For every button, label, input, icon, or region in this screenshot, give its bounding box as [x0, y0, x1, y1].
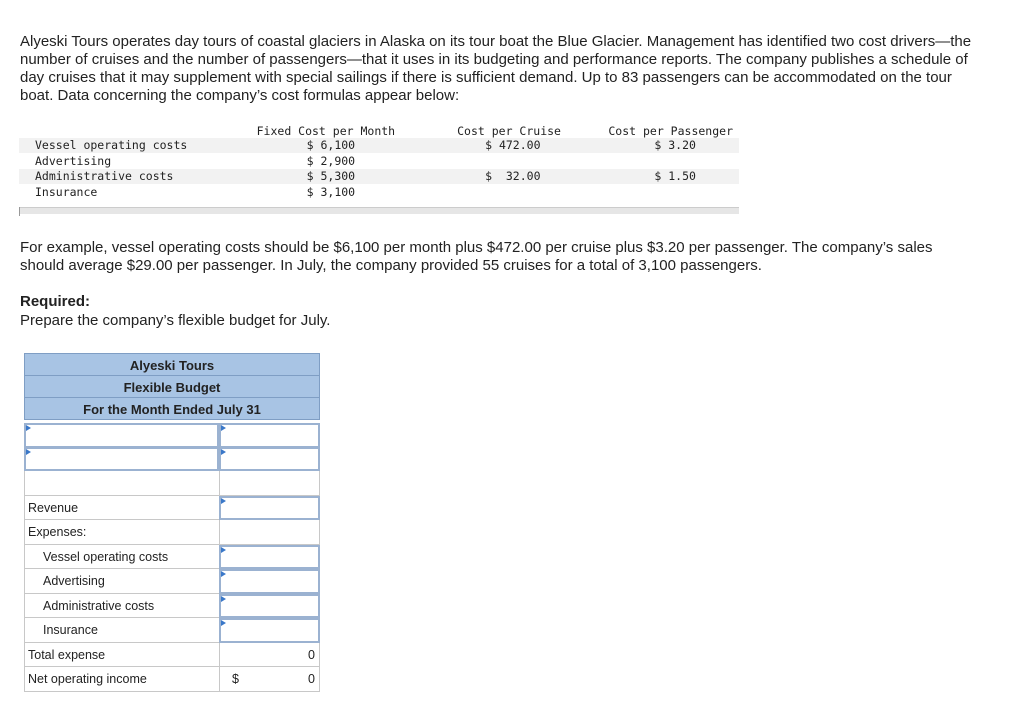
cruise-cost — [451, 153, 602, 169]
insurance-row — [24, 618, 320, 643]
fixed-cost: $ 2,900 — [306, 153, 356, 168]
row-label: Insurance — [35, 184, 98, 199]
column-header-row-2 — [24, 447, 320, 472]
cruise-cost: $ 32.00 — [485, 169, 541, 184]
table-footer-tick — [19, 207, 20, 216]
net-income-value: 0 — [308, 672, 315, 686]
header-fixed: Fixed Cost per Month — [256, 123, 396, 138]
spacer-cell — [24, 471, 219, 496]
advertising-input[interactable] — [219, 569, 320, 594]
passenger-cost — [602, 153, 739, 169]
row-label: Advertising — [35, 153, 112, 168]
required-heading: Required: — [20, 293, 91, 310]
fixed-cost: $ 3,100 — [306, 184, 356, 199]
insurance-input[interactable] — [219, 618, 320, 643]
budget-period: For the Month Ended July 31 — [24, 397, 320, 420]
admin-label: Administrative costs — [24, 594, 219, 619]
net-income-cell — [219, 667, 320, 692]
table-row — [19, 169, 739, 185]
total-expense-label: Total expense — [24, 643, 219, 668]
expenses-row — [24, 520, 320, 545]
example-paragraph: For example, vessel operating costs should be $6,100 per month plus $472.00 per cruise plus $3.20 per passenger. The company’s sales should average $29.00 per passenger. In July, the company provided 55 cruises for a total of 3,100 passengers. — [20, 239, 933, 274]
revenue-row — [24, 496, 320, 521]
intro-paragraph: Alyeski Tours operates day tours of coastal glaciers in Alaska on its tour boat the Blue Glacier. Management has identified two cost drivers—the number of cruises and the number of passengers—that it uses in its budgeting and performance reports. The company publishes a schedule of day cruises that it may supplement with special sailings if there is sufficient demand. Up to 83 passengers can be accommodated on the tour boat. Data concerning the company’s cost formulas appear below: — [20, 33, 972, 104]
header-blank — [19, 122, 251, 138]
budget-company-name: Alyeski Tours — [24, 353, 320, 376]
vessel-input[interactable] — [219, 545, 320, 570]
row-label: Administrative costs — [35, 169, 174, 184]
cruise-cost — [451, 184, 602, 200]
empty-cell — [219, 520, 320, 545]
table-header-row — [19, 122, 739, 138]
flexible-budget-form — [24, 353, 320, 692]
column-header-row-1 — [24, 423, 320, 448]
revenue-input[interactable] — [219, 496, 320, 521]
passenger-cost: $ 3.20 — [654, 138, 696, 153]
header-passenger: Cost per Passenger — [608, 123, 733, 138]
currency-symbol: $ — [232, 672, 239, 686]
revenue-label: Revenue — [24, 496, 219, 521]
row-label: Vessel operating costs — [35, 138, 188, 153]
fixed-cost: $ 6,100 — [306, 138, 356, 153]
table-footer-bar — [19, 207, 739, 214]
expenses-label: Expenses: — [24, 520, 219, 545]
vessel-label: Vessel operating costs — [24, 545, 219, 570]
column-header-input-4[interactable] — [219, 447, 320, 472]
admin-row — [24, 594, 320, 619]
column-header-input-3[interactable] — [24, 447, 219, 472]
vessel-row — [24, 545, 320, 570]
table-row — [19, 184, 739, 200]
column-header-input-2[interactable] — [219, 423, 320, 448]
net-income-row — [24, 667, 320, 692]
passenger-cost — [602, 184, 739, 200]
spacer-row — [24, 471, 320, 496]
cost-formula-table — [19, 122, 739, 200]
total-expense-value: 0 — [219, 643, 320, 668]
fixed-cost: $ 5,300 — [306, 169, 356, 184]
passenger-cost: $ 1.50 — [654, 169, 696, 184]
table-row — [19, 138, 739, 154]
budget-title: Flexible Budget — [24, 375, 320, 398]
net-income-label: Net operating income — [24, 667, 219, 692]
header-cruise: Cost per Cruise — [457, 123, 561, 138]
table-row — [19, 153, 739, 169]
advertising-row — [24, 569, 320, 594]
required-instruction: Prepare the company’s flexible budget for July. — [20, 312, 331, 329]
total-expense-row — [24, 643, 320, 668]
admin-input[interactable] — [219, 594, 320, 619]
cruise-cost: $ 472.00 — [485, 138, 541, 153]
column-header-input-1[interactable] — [24, 423, 219, 448]
advertising-label: Advertising — [24, 569, 219, 594]
spacer-cell — [219, 471, 320, 496]
insurance-label: Insurance — [24, 618, 219, 643]
